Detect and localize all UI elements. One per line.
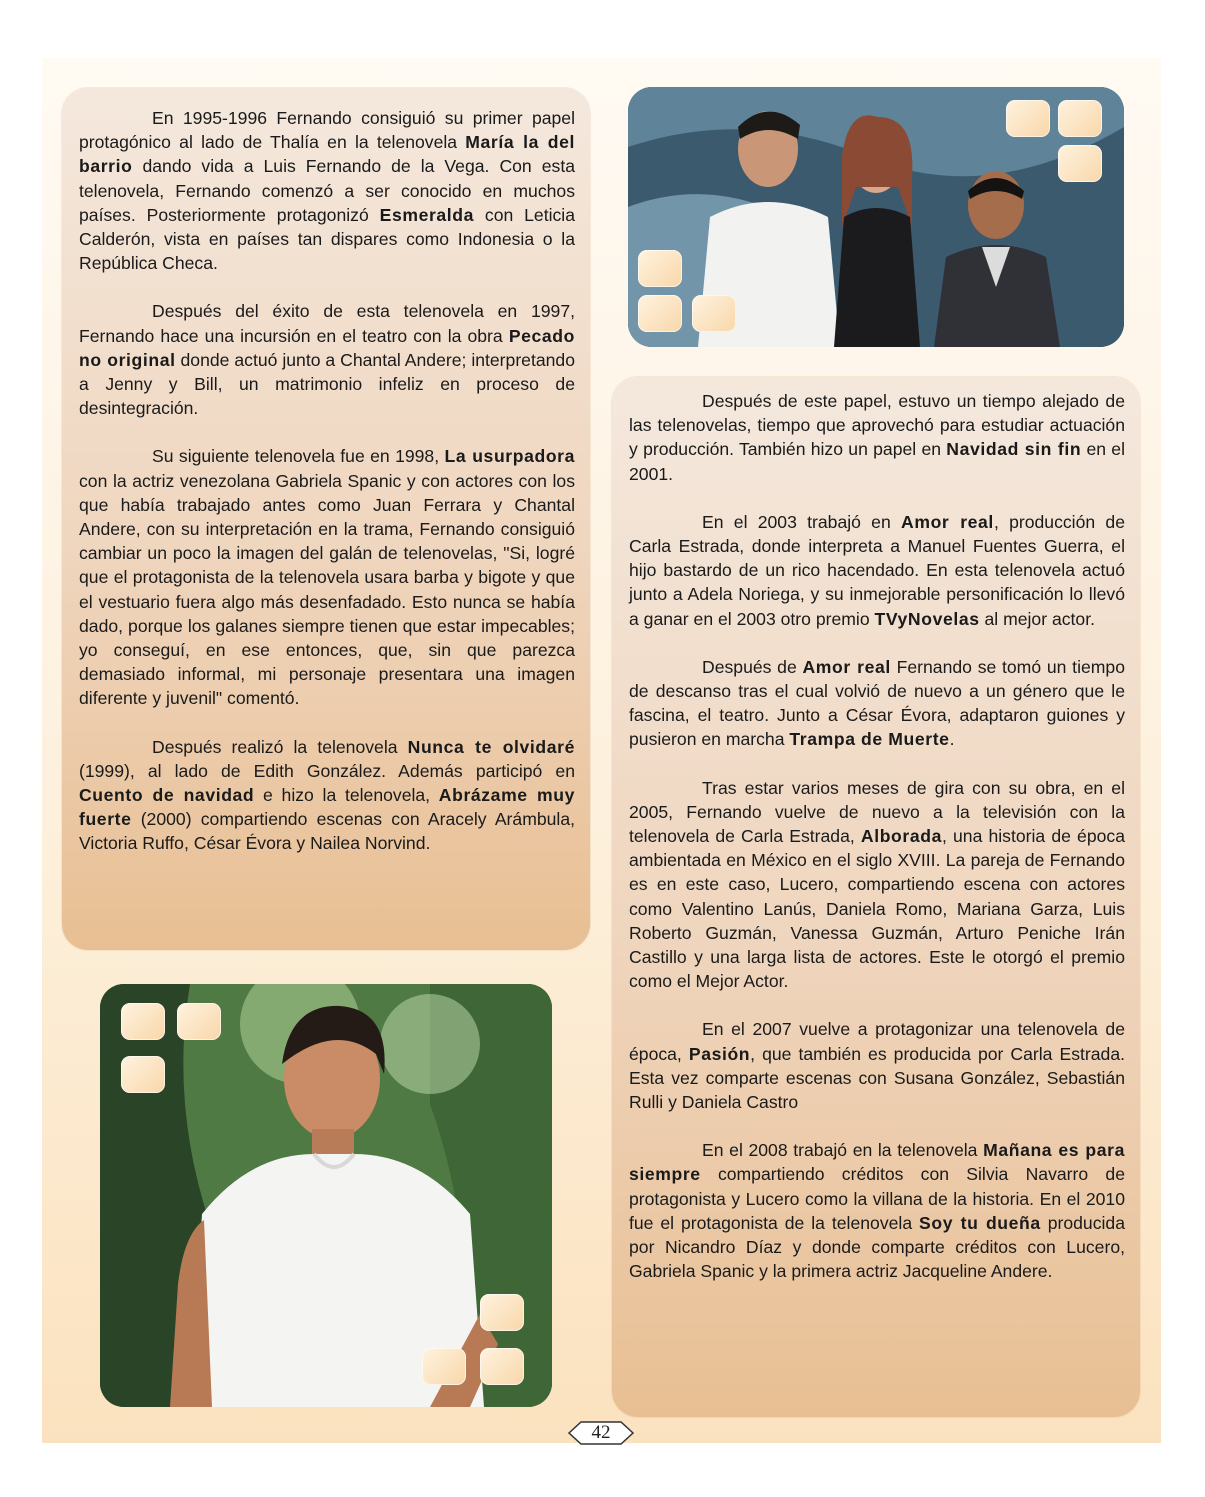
paragraph-text: En el 2003 trabajó en — [702, 511, 902, 532]
article-paragraph — [629, 776, 1125, 994]
telenovela-title: Abrázame muy fuerte — [79, 785, 575, 830]
paragraph-text: compartiendo créditos con Silvia Navarro de protagonista y Lucero como la villana de la historia. En el 2010 fue el protagonista de la telenovela — [629, 1164, 1125, 1233]
telenovela-title: Cuento de navidad — [79, 785, 255, 806]
article-paragraph — [79, 106, 575, 275]
decor-square — [1058, 145, 1102, 182]
paragraph-text: Después del éxito de esta telenovela en 1997, Fernando hace una incursión en el teatro con la obra — [79, 301, 575, 346]
telenovela-title: Trampa de Muerte — [789, 729, 950, 750]
paragraph-text: donde actuó junto a Chantal Andere; interpretando a Jenny y Bill, un matrimonio infeliz en proceso de desintegración. — [79, 349, 575, 419]
telenovela-title: Amor real — [901, 511, 994, 532]
article-paragraph — [629, 389, 1125, 486]
article-paragraph — [79, 735, 575, 856]
article-paragraph — [629, 1017, 1125, 1114]
paragraph-text: Tras estar varios meses de gira con su obra, en el 2005, Fernando vuelve de nuevo a la televisión con la telenovela de Carla Estrada, — [629, 777, 1125, 847]
decor-square — [480, 1294, 524, 1331]
article-paragraph — [79, 444, 575, 710]
decor-square — [480, 1348, 524, 1385]
paragraph-text: Su siguiente telenovela fue en 1998, — [152, 446, 445, 467]
paragraph-text: (2000) compartiendo escenas con Aracely Arámbula, Victoria Ruffo, César Évora y Nailea Norvind. — [79, 809, 575, 854]
page-number: 42 — [591, 1422, 611, 1443]
paragraph-text: Después de — [702, 656, 803, 677]
paragraph-text: En el 2008 trabajó en la telenovela — [702, 1140, 984, 1161]
telenovela-title: Alborada — [860, 826, 942, 847]
paragraph-text: producida por Nicandro Díaz y donde comparte créditos con Lucero, Gabriela Spanic y la primera actriz Jacqueline Andere. — [629, 1212, 1125, 1282]
decor-square — [121, 1003, 165, 1040]
decor-square — [177, 1003, 221, 1040]
paragraph-text: con Leticia Calderón, vista en países tan dispares como Indonesia o la República Checa. — [79, 204, 575, 274]
telenovela-title: TVyNovelas — [874, 608, 980, 629]
paragraph-text: Después realizó la telenovela — [152, 736, 408, 757]
paragraph-text: , producción de Carla Estrada, donde interpreta a Manuel Fuentes Guerra, el hijo bastardo de un rico hacendado. En esta telenovela actuó junto a Adela Noriega, y su inmejorable personificación lo llevó a ganar en el 2003 otro premio — [629, 511, 1125, 629]
telenovela-title: Pecado no original — [79, 325, 575, 370]
right-article-text — [629, 389, 1125, 1308]
paragraph-text: En 1995-1996 Fernando consiguió su primer papel protagónico al lado de Thalía en la telenovela — [79, 108, 575, 153]
decor-square — [638, 250, 682, 287]
paragraph-text: en el 2001. — [629, 439, 1125, 484]
telenovela-title: María la del barrio — [79, 132, 575, 177]
decor-square — [1058, 100, 1102, 137]
photo-cast-on-stage — [628, 87, 1124, 347]
paragraph-text: . — [949, 729, 955, 750]
article-paragraph — [629, 510, 1125, 631]
paragraph-text: (1999), al lado de Edith González. Además participó en — [79, 760, 575, 781]
photo-portrait-white-shirt — [100, 984, 552, 1407]
page-number-badge — [567, 1420, 635, 1446]
paragraph-text: , una historia de época ambientada en México en el siglo XVIII. La pareja de Fernando es en este caso, Lucero, compartiendo escena con actores como Valentino Lanús, Daniela Romo, Mariana Garza, Luis Roberto Guzmán, Vanessa Guzmán, Arturo Peniche Irán Castillo y una larga lista de actores. Este le otorgó el premio como el Mejor Actor. — [629, 826, 1125, 992]
paragraph-text: dando vida a Luis Fernando de la Vega. Con esta telenovela, Fernando comenzó a ser conocido en muchos países. Posteriormente protagonizó — [79, 156, 575, 225]
article-paragraph — [629, 1138, 1125, 1283]
article-paragraph — [629, 655, 1125, 752]
telenovela-title: Soy tu dueña — [919, 1212, 1041, 1233]
decor-square — [638, 295, 682, 332]
article-paragraph — [79, 299, 575, 420]
paragraph-text: al mejor actor. — [979, 608, 1095, 629]
telenovela-title: Amor real — [802, 656, 891, 677]
telenovela-title: Pasión — [688, 1043, 751, 1064]
telenovela-title: Nunca te olvidaré — [407, 736, 575, 757]
decor-square — [1006, 100, 1050, 137]
paragraph-text: Después de este papel, estuvo un tiempo alejado de las telenovelas, tiempo que aprovechó para estudiar actuación y producción. También hizo un papel en — [629, 391, 1125, 460]
left-article-text — [79, 106, 575, 880]
telenovela-title: Mañana es para siempre — [629, 1140, 1125, 1185]
paragraph-text: En el 2007 vuelve a protagonizar una telenovela de época, — [629, 1019, 1125, 1064]
decor-square — [121, 1056, 165, 1093]
decor-square — [422, 1348, 466, 1385]
paragraph-text: e hizo la telenovela, — [254, 785, 439, 806]
paragraph-text: con la actriz venezolana Gabriela Spanic y con actores con los que había trabajado antes como Juan Ferrara y Chantal Andere, con su interpretación en la trama, Fernando consiguió cambiar un poco la imagen del galán de telenovelas, "Si, logré que el protagonista de la telenovela usara barba y bigote y que el vestuario fuera algo más desenfadado. Esto nunca se había dado, porque los galanes siempre tienen que estar impecables; yo conseguí, en ese entonces, que, sin que parezca demasiado informal, mi personaje presentara una imagen diferente y juvenil" comentó. — [79, 470, 575, 709]
portrait-photo-illustration — [100, 984, 552, 1407]
decor-square — [692, 295, 736, 332]
telenovela-title: La usurpadora — [444, 446, 575, 467]
telenovela-title: Esmeralda — [379, 204, 475, 225]
paragraph-text: , que también es producida por Carla Estrada. Esta vez comparte escenas con Susana González, Sebastián Rulli y Daniela Castro — [629, 1043, 1125, 1113]
paragraph-text: Fernando se tomó un tiempo de descanso tras el cual volvió de nuevo a un género que le fascina, el teatro. Junto a César Évora, adaptaron guiones y pusieron en marcha — [629, 656, 1125, 750]
telenovela-title: Navidad sin fin — [946, 439, 1082, 460]
